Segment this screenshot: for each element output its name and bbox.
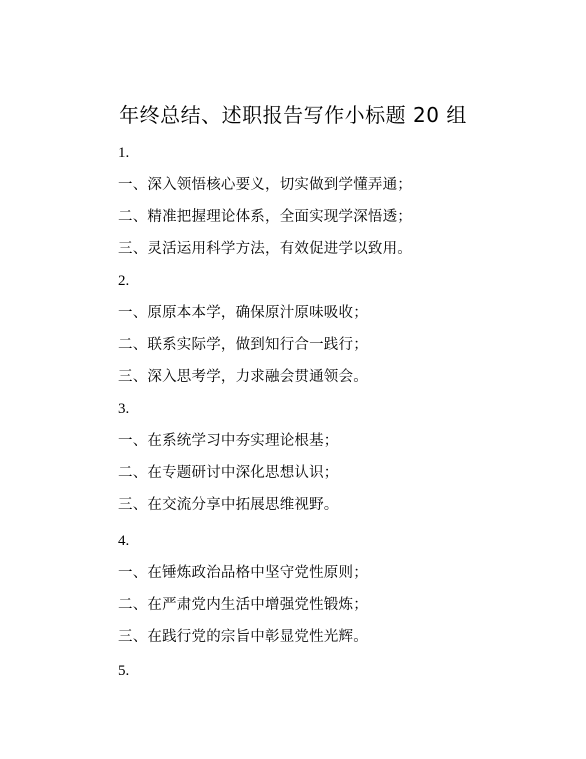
list-item: 三、在践行党的宗旨中彰显党性光辉。 <box>118 629 368 645</box>
list-item: 一、在锤炼政治品格中坚守党性原则； <box>118 565 368 581</box>
list-item: 二、联系实际学，做到知行合一践行； <box>118 337 368 353</box>
group-number-1: 1. <box>118 145 130 161</box>
document-title: 年终总结、述职报告写作小标题 20 组 <box>119 103 467 127</box>
list-item: 三、深入思考学，力求融会贯通领会。 <box>118 369 368 385</box>
group-number-2: 2. <box>118 273 130 289</box>
list-item: 二、在严肃党内生活中增强党性锻炼； <box>118 597 368 613</box>
list-item: 一、原原本本学，确保原汁原味吸收； <box>118 305 368 321</box>
group-number-4: 4. <box>118 533 130 549</box>
list-item: 一、在系统学习中夯实理论根基； <box>118 433 339 449</box>
list-item: 三、在交流分享中拓展思维视野。 <box>118 497 339 513</box>
list-item: 二、精准把握理论体系，全面实现学深悟透； <box>118 209 412 225</box>
group-number-5: 5. <box>118 663 130 679</box>
list-item: 二、在专题研讨中深化思想认识； <box>118 465 339 481</box>
list-item: 三、灵活运用科学方法，有效促进学以致用。 <box>118 241 412 257</box>
list-item: 一、深入领悟核心要义，切实做到学懂弄通； <box>118 177 412 193</box>
group-number-3: 3. <box>118 401 130 417</box>
